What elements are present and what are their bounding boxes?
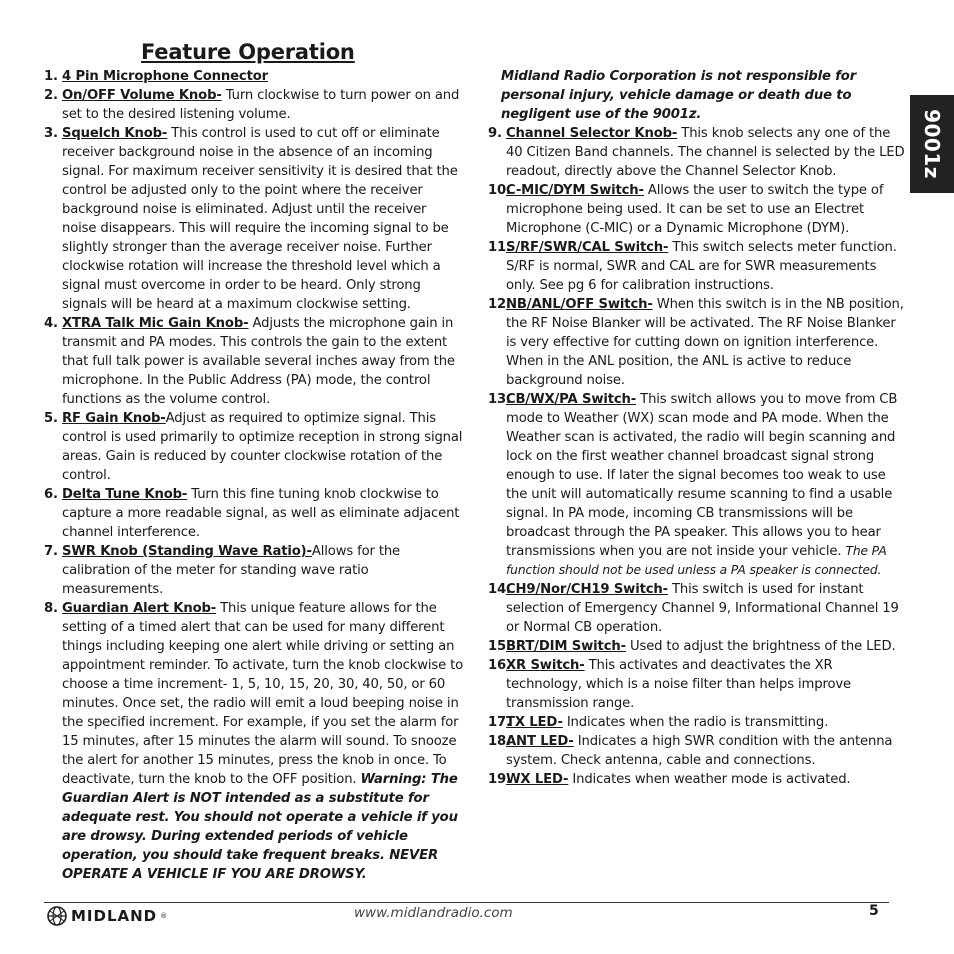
feature-item-6 <box>44 485 464 542</box>
feature-name: XR Switch- <box>506 658 585 673</box>
feature-name: On/OFF Volume Knob- <box>62 88 222 103</box>
item-number: 19. <box>488 772 511 787</box>
feature-description: Adjust as required to optimize signal. This control is used primarily to optimize reception in strong signal areas. Gain is reduced by counter clockwise rotation of the control. <box>62 411 463 483</box>
feature-name: Squelch Knob- <box>62 126 168 141</box>
item-number: 16. <box>488 658 511 673</box>
feature-item-5 <box>44 409 464 485</box>
item-number: 4. <box>44 316 58 331</box>
right-column <box>488 67 908 789</box>
feature-description: This knob selects any one of the 40 Citizen Band channels. The channel is selected by the LED readout, directly above the Channel Selector Knob. <box>506 126 905 179</box>
pa-speaker-note: The PA function should not be used unless a PA speaker is connected. <box>506 544 887 577</box>
model-side-tab-label: 9001z <box>920 109 944 179</box>
feature-name: WX LED- <box>506 772 569 787</box>
item-number: 15. <box>488 639 511 654</box>
feature-description: This unique feature allows for the setting of a timed alert that can be used for many different things including keeping one alert while driving or setting an appointment reminder. To activate, turn the knob clockwise to choose a time increment- 1, 5, 10, 15, 20, 30, 40, 50, or 60 minutes. Once set, the radio will emit a loud beeping noise in the specified increment. For example, if you set the alarm for 15 minutes, after 15 minutes the alarm will sound. To snooze the alert for another 15 minutes, press the knob in once. To deactivate, turn the knob to the OFF position. <box>62 601 464 787</box>
item-number: 6. <box>44 487 58 502</box>
footer-website: www.midlandradio.com <box>354 905 513 921</box>
feature-item-8 <box>44 599 464 884</box>
feature-name: TX LED- <box>506 715 563 730</box>
page-number: 5 <box>869 903 879 919</box>
feature-item-13 <box>488 390 908 580</box>
liability-disclaimer: Midland Radio Corporation is not responsible for personal injury, vehicle damage or death due to negligent use of the 9001z. <box>501 69 857 122</box>
feature-description: This switch allows you to move from CB mode to Weather (WX) scan mode and PA mode. When the Weather scan is activated, the radio will begin scanning and lock on the first weather channel broadcast signal strong enough to use. If later the signal becomes too weak to use the unit will automatically resume scanning to find a usable signal. In PA mode, incoming CB transmissions will be broadcast through the PA speaker. This allows you to hear transmissions when you are not inside your vehicle. <box>506 392 898 559</box>
feature-description: Allows the user to switch the type of microphone being used. It can be set to use an Electret Microphone (C-MIC) or a Dynamic Microphone (DYM). <box>506 183 884 236</box>
feature-description: Turn this fine tuning knob clockwise to capture a more readable signal, as well as eliminate adjacent channel interference. <box>62 487 460 540</box>
feature-name: ANT LED- <box>506 734 574 749</box>
item-number: 13. <box>488 392 511 407</box>
feature-name: Channel Selector Knob- <box>506 126 678 141</box>
feature-item-15 <box>488 637 908 656</box>
item-number: 5. <box>44 411 58 426</box>
feature-name: NB/ANL/OFF Switch- <box>506 297 653 312</box>
feature-item-9 <box>488 124 908 181</box>
footer-divider <box>44 902 889 903</box>
feature-name: CH9/Nor/CH19 Switch- <box>506 582 668 597</box>
feature-name: CB/WX/PA Switch- <box>506 392 637 407</box>
item-number: 14. <box>488 582 511 597</box>
feature-item-14 <box>488 580 908 637</box>
feature-item-2 <box>44 86 464 124</box>
feature-description: Adjusts the microphone gain in transmit and PA modes. This controls the gain to the extent that full talk power is available several inches away from the microphone. In the Public Address (PA) mode, the control functions as the volume control. <box>62 316 455 407</box>
feature-description: This switch is used for instant selection of Emergency Channel 9, Informational Channel 19 or Normal CB operation. <box>506 582 899 635</box>
item-number: 17. <box>488 715 511 730</box>
feature-name: S/RF/SWR/CAL Switch- <box>506 240 669 255</box>
feature-description: Used to adjust the brightness of the LED. <box>625 639 896 654</box>
feature-name: XTRA Talk Mic Gain Knob- <box>62 316 249 331</box>
feature-item-1 <box>44 67 464 86</box>
feature-item-11 <box>488 238 908 295</box>
model-side-tab <box>910 95 954 193</box>
feature-description: This control is used to cut off or eliminate receiver background noise in the absence of an incoming signal. For maximum receiver sensitivity it is desired that the control be adjusted only to the point where the receiver background noise is eliminated. Adjust until the receiver noise disappears. This will require the incoming signal to be slightly stronger than the average receiver noise. Further clockwise rotation will increase the threshold level which a signal must overcome in order to be heard. Only strong signals will be heard at a maximum clockwise setting. <box>62 126 458 312</box>
feature-description: Indicates when the radio is transmitting. <box>562 715 829 730</box>
feature-item-17 <box>488 713 908 732</box>
feature-description: This switch selects meter function. S/RF is normal, SWR and CAL are for SWR measurements only. See pg 6 for calibration instructions. <box>506 240 897 293</box>
feature-item-4 <box>44 314 464 409</box>
feature-description: This activates and deactivates the XR technology, which is a noise filter than helps improve transmission range. <box>506 658 851 711</box>
item-number: 9. <box>488 126 502 141</box>
feature-name: RF Gain Knob- <box>62 411 166 426</box>
item-number: 3. <box>44 126 58 141</box>
left-column <box>44 67 464 884</box>
item-number: 8. <box>44 601 58 616</box>
midland-logo <box>46 905 167 927</box>
item-number: 7. <box>44 544 58 559</box>
item-number: 10. <box>488 183 511 198</box>
feature-description: Indicates a high SWR condition with the antenna system. Check antenna, cable and connections. <box>506 734 893 768</box>
feature-description: Turn clockwise to turn power on and set to the desired listening volume. <box>62 88 460 122</box>
feature-description: Indicates when weather mode is activated. <box>568 772 851 787</box>
feature-name: Delta Tune Knob- <box>62 487 188 502</box>
feature-name: SWR Knob (Standing Wave Ratio)- <box>62 544 312 559</box>
feature-item-19 <box>488 770 908 789</box>
item-number: 1. <box>44 69 58 84</box>
item-number: 11. <box>488 240 511 255</box>
page-title: Feature Operation <box>141 40 355 64</box>
feature-description: Allows for the calibration of the meter for standing wave ratio measurements. <box>62 544 401 597</box>
feature-name: Guardian Alert Knob- <box>62 601 217 616</box>
feature-item-7 <box>44 542 464 599</box>
feature-description: When this switch is in the NB position, the RF Noise Blanker will be activated. The RF Noise Blanker is very effective for cutting down on ignition interference. When in the ANL position, the ANL is active to reduce background noise. <box>506 297 904 388</box>
feature-item-3 <box>44 124 464 314</box>
item-number: 2. <box>44 88 58 103</box>
globe-icon <box>46 905 68 927</box>
feature-name: C-MIC/DYM Switch- <box>506 183 644 198</box>
feature-item-12 <box>488 295 908 390</box>
item-number: 18. <box>488 734 511 749</box>
feature-name: BRT/DIM Switch- <box>506 639 626 654</box>
feature-item-18 <box>488 732 908 770</box>
logo-wordmark: MIDLAND <box>71 907 158 925</box>
feature-item-10 <box>488 181 908 238</box>
feature-item-16 <box>488 656 908 713</box>
feature-name: 4 Pin Microphone Connector <box>62 69 269 84</box>
registered-mark: ® <box>160 912 168 920</box>
guardian-alert-warning: Warning: The Guardian Alert is NOT intended as a substitute for adequate rest. You should not operate a vehicle if you are drowsy. During extended periods of vehicle operation, you should take frequent breaks. NEVER OPERATE A VEHICLE IF YOU ARE DROWSY. <box>62 772 458 882</box>
item-number: 12. <box>488 297 511 312</box>
